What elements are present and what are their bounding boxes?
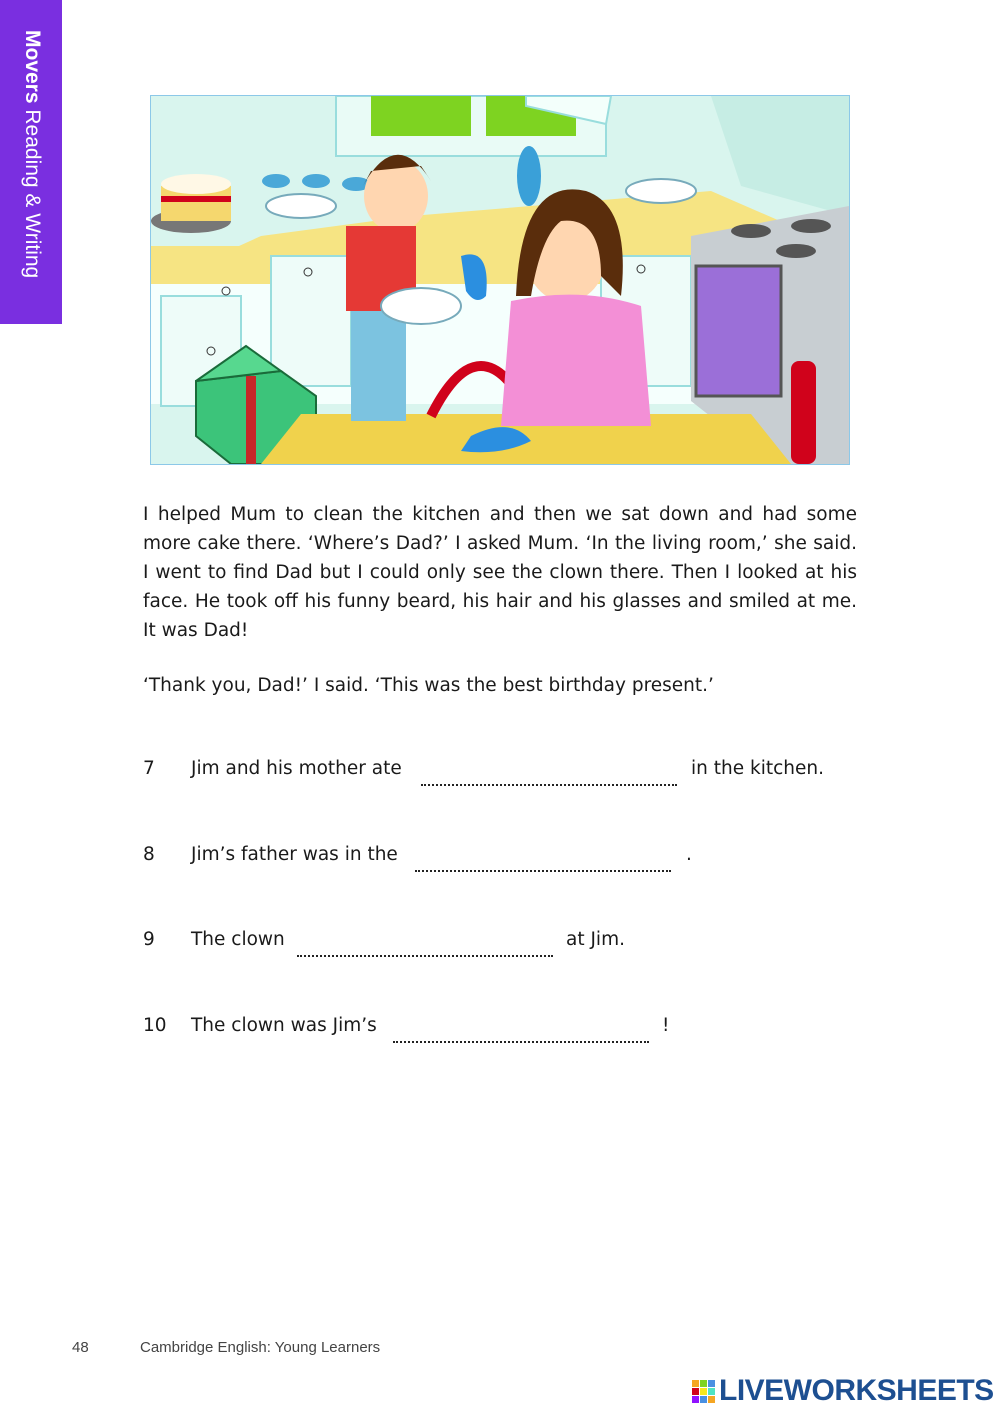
question-number: 10 bbox=[143, 1015, 167, 1036]
question-suffix: ! bbox=[662, 1015, 670, 1036]
logo-text: LIVEWORKSHEETS bbox=[719, 1374, 994, 1407]
level-side-tab bbox=[0, 0, 62, 324]
story-paragraph-1: I helped Mum to clean the kitchen and then we sat down and had some more cake there. ‘Where’s Dad?’ I asked Mum. ‘In the living room,’ she said. I went to find Dad but I could only see the clown there. Then I looked at his face. He took off his funny beard, his hair and his glasses and smiled at me. It was Dad! bbox=[143, 504, 857, 641]
footer-title: Cambridge English: Young Learners bbox=[140, 1339, 381, 1356]
liveworksheets-logo[interactable] bbox=[692, 1374, 994, 1408]
story-text bbox=[143, 500, 857, 726]
question-prompt: Jim’s father was in the bbox=[191, 844, 398, 865]
question-prompt: The clown bbox=[191, 929, 285, 950]
level-label: Movers bbox=[21, 30, 44, 104]
page-number: 48 bbox=[72, 1339, 89, 1356]
answer-input-7[interactable] bbox=[421, 754, 681, 784]
question-number: 8 bbox=[143, 844, 155, 865]
answer-input-8[interactable] bbox=[415, 840, 675, 870]
story-paragraph-2: ‘Thank you, Dad!’ I said. ‘This was the best birthday present.’ bbox=[143, 675, 714, 696]
logo-grid-icon bbox=[692, 1380, 715, 1403]
side-tab-text bbox=[20, 30, 44, 278]
answer-input-9[interactable] bbox=[297, 925, 557, 955]
question-prompt: Jim and his mother ate bbox=[191, 758, 402, 779]
question-prompt: The clown was Jim’s bbox=[191, 1015, 377, 1036]
question-suffix: at Jim. bbox=[566, 929, 625, 950]
question-suffix: . bbox=[686, 844, 692, 865]
answer-input-10[interactable] bbox=[393, 1011, 653, 1041]
question-suffix: in the kitchen. bbox=[691, 758, 824, 779]
question-number: 7 bbox=[143, 758, 155, 779]
section-label: Reading & Writing bbox=[21, 109, 44, 279]
kitchen-illustration bbox=[150, 95, 850, 465]
question-number: 9 bbox=[143, 929, 155, 950]
